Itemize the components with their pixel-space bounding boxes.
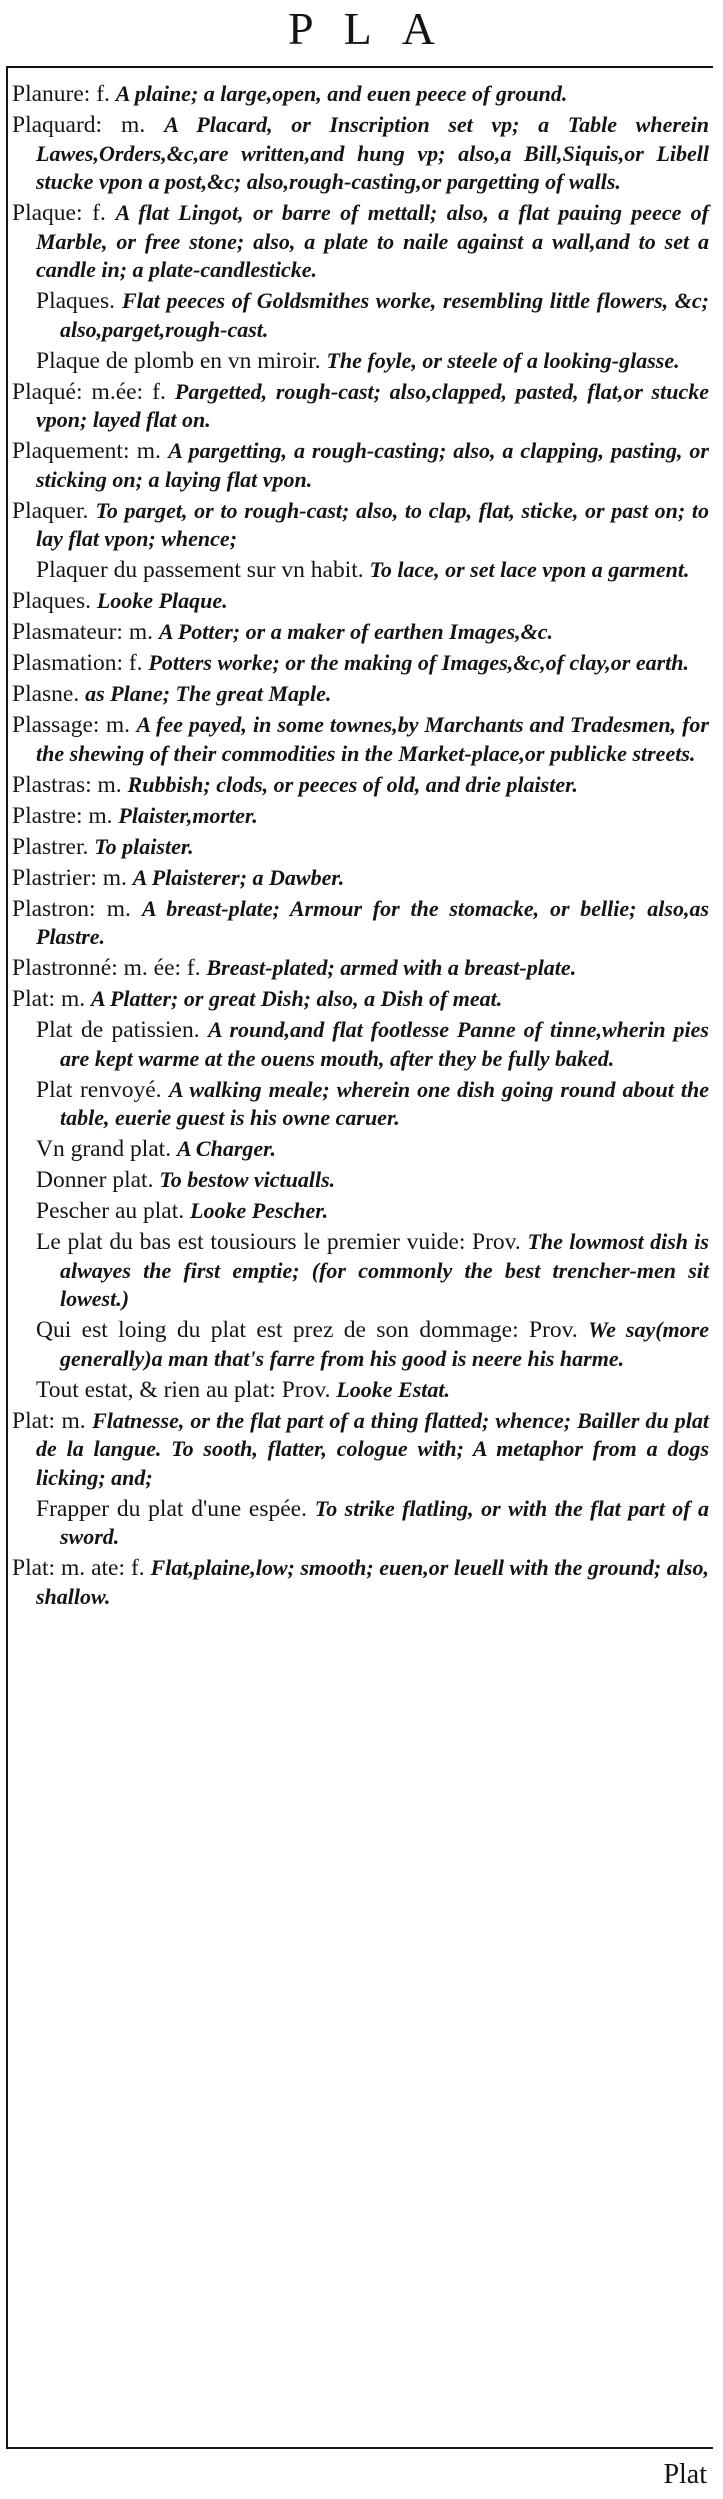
entry-headword: Plat: m. ate: f. <box>12 1555 151 1581</box>
entry-gloss: A Platter; or great Dish; also, a Dish of meat. <box>91 986 503 1011</box>
entry-headword: Plaqué: m.ée: f. <box>12 378 175 405</box>
entry-headword: Plaques. <box>36 288 122 314</box>
entry-gloss: Flat peeces of Goldsmithes worke, resembling little flowers, &c; also,parget,rough-cast. <box>60 288 710 342</box>
dictionary-entry <box>12 1135 709 1164</box>
entry-gloss: To parget, or to rough-cast; also, to clap, flat, sticke, or past on; to lay flat vpon; whence; <box>36 497 709 551</box>
dictionary-entry <box>12 680 709 709</box>
entry-headword: Plaques. <box>12 588 97 614</box>
dictionary-entry <box>12 1316 709 1373</box>
entry-headword: Plaquer du passement sur vn habit. <box>36 557 370 583</box>
entry-headword: Plastrier: m. <box>12 864 133 891</box>
dictionary-entry <box>12 1376 709 1405</box>
entry-headword: Plat de patissien. <box>36 1017 208 1043</box>
dictionary-entry <box>12 1197 709 1226</box>
entry-gloss: Plaister,morter. <box>118 802 258 828</box>
dictionary-entry <box>12 954 709 983</box>
entry-headword: Plaquer. <box>12 497 96 524</box>
entry-headword: Plasne. <box>12 681 86 707</box>
dictionary-entry <box>12 1016 709 1073</box>
entry-headword: Pescher au plat. <box>36 1198 191 1224</box>
entry-headword: Plastron: m. <box>12 895 143 922</box>
entry-headword: Frapper du plat d'une espée. <box>36 1495 315 1522</box>
page-header-title: PLA <box>288 3 465 54</box>
entry-gloss: Flat,plaine,low; smooth; euen,or leuell with the ground; also, shallow. <box>36 1555 709 1609</box>
top-rule <box>6 66 713 68</box>
entry-gloss: A breast-plate; Armour for the stomacke, or bellie; also,as Plastre. <box>36 895 710 949</box>
dictionary-entry <box>12 771 709 800</box>
entry-gloss: Looke Pescher. <box>190 1198 329 1223</box>
dictionary-entry <box>12 437 709 494</box>
dictionary-entry <box>12 649 709 678</box>
dictionary-entry <box>12 802 709 831</box>
dictionary-entry <box>12 711 709 768</box>
entry-headword: Plasmation: f. <box>12 650 149 676</box>
entry-headword: Plastras: m. <box>12 771 128 798</box>
dictionary-entry <box>12 1166 709 1195</box>
dictionary-entry <box>12 111 709 197</box>
dictionary-entry <box>12 80 709 109</box>
entry-headword: Plasmateur: m. <box>12 619 159 645</box>
entry-headword: Vn grand plat. <box>36 1136 177 1162</box>
dictionary-entry <box>12 864 709 893</box>
dictionary-entry <box>12 1554 709 1611</box>
entry-headword: Qui est loing du plat est prez de son dommage: Prov. <box>36 1317 589 1343</box>
entry-gloss: A walking meale; wherein one dish going round about the table, euerie guest is his owne caruer. <box>60 1076 709 1130</box>
entry-headword: Plassage: m. <box>12 712 137 738</box>
entry-gloss: A pargetting, a rough-casting; also, a clapping, pasting, or sticking on; a laying flat vpon. <box>36 438 709 492</box>
catchword: Plat <box>663 2459 707 2490</box>
dictionary-entry <box>12 556 709 585</box>
entry-headword: Tout estat, & rien au plat: Prov. <box>36 1376 337 1403</box>
entry-gloss: Potters worke; or the making of Images,&c,of clay,or earth. <box>148 650 690 675</box>
entry-gloss: Looke Estat. <box>336 1376 450 1402</box>
entry-gloss: A plaine; a large,open, and euen peece of ground. <box>115 81 568 106</box>
entry-gloss: Pargetted, rough-cast; also,clapped, pasted, flat,or stucke vpon; layed flat on. <box>36 378 709 432</box>
bottom-rule <box>6 2447 713 2449</box>
entry-headword: Plat renvoyé. <box>36 1076 169 1103</box>
entry-headword: Donner plat. <box>36 1167 160 1193</box>
dictionary-entry <box>12 618 709 647</box>
entry-gloss: A Potter; or a maker of earthen Images,&c. <box>158 619 554 644</box>
entry-gloss: A Placard, or Inscription set vp; a Table wherein Lawes,Orders,&c,are written,and hung vp; also,a Bill,Siquis,or Libell stucke vpon a post,&c; also,rough-casting,or pargetting of walls. <box>36 112 710 194</box>
dictionary-entry <box>12 1495 709 1552</box>
entry-gloss: Rubbish; clods, or peeces of old, and drie plaister. <box>127 771 578 797</box>
entry-headword: Le plat du bas est tousiours le premier vuide: Prov. <box>36 1229 528 1255</box>
entry-headword: Plat: m. <box>12 986 91 1012</box>
dictionary-entry <box>12 378 709 435</box>
entry-gloss: Looke Plaque. <box>96 588 228 613</box>
entry-headword: Plastronné: m. ée: f. <box>12 955 207 981</box>
dictionary-entry <box>12 895 709 952</box>
entry-headword: Plaque de plomb en vn miroir. <box>36 347 327 374</box>
entry-headword: Plaque: f. <box>12 200 116 226</box>
entry-gloss: To strike flatling, or with the flat part of a sword. <box>60 1495 710 1549</box>
dictionary-entry <box>12 587 709 616</box>
entry-gloss: A Charger. <box>176 1136 277 1161</box>
dictionary-entry <box>12 1407 709 1493</box>
dictionary-entry <box>12 347 709 376</box>
entry-gloss: To plaister. <box>94 833 194 859</box>
dictionary-entry <box>12 497 709 554</box>
entry-gloss: To bestow victualls. <box>159 1167 336 1192</box>
entry-gloss: The foyle, or steele of a looking-glasse. <box>326 347 680 373</box>
entry-headword: Plastrer. <box>12 833 95 860</box>
left-rule <box>6 66 8 2449</box>
entry-gloss: The lowmost dish is alwayes the first emptie; (for commonly the best trencher-men sit lowest.) <box>60 1229 709 1311</box>
dictionary-entry <box>12 985 709 1014</box>
dictionary-entry <box>12 833 709 862</box>
entry-gloss: Flatnesse, or the flat part of a thing flatted; whence; Bailler du plat de la langue. To sooth, flatter, cologue with; A metaphor from a dogs licking; and; <box>36 1407 709 1490</box>
entry-headword: Plat: m. <box>12 1407 93 1434</box>
entry-gloss: We say(more generally)a man that's farre from his good is neere his harme. <box>60 1317 709 1371</box>
dictionary-entry <box>12 199 709 285</box>
dictionary-entry <box>12 287 709 344</box>
entry-gloss: To lace, or set lace vpon a garment. <box>369 557 690 582</box>
entry-gloss: as Plane; The great Maple. <box>85 681 332 706</box>
entry-headword: Plastre: m. <box>12 802 119 829</box>
entry-list <box>12 80 709 1614</box>
entry-headword: Plaquement: m. <box>12 438 169 464</box>
entry-gloss: A fee payed, in some townes,by Marchants and Tradesmen, for the shewing of their commodities in the Market-place,or publicke streets. <box>36 712 709 766</box>
entry-gloss: A flat Lingot, or barre of mettall; also, a flat pauing peece of Marble, or free stone; also, a plate to naile against a wall,and to set a candle in; a plate-candlesticke. <box>36 200 709 282</box>
entry-headword: Plaquard: m. <box>12 112 165 138</box>
entry-gloss: A Plaisterer; a Dawber. <box>132 864 345 890</box>
entry-gloss: Breast-plated; armed with a breast-plate. <box>206 955 577 980</box>
dictionary-entry <box>12 1076 709 1133</box>
entry-gloss: A round,and flat footlesse Panne of tinne,wherin pies are kept warme at the ouens mouth, after they be fully baked. <box>60 1017 709 1071</box>
dictionary-entry <box>12 1228 709 1314</box>
entry-headword: Planure: f. <box>12 81 116 107</box>
